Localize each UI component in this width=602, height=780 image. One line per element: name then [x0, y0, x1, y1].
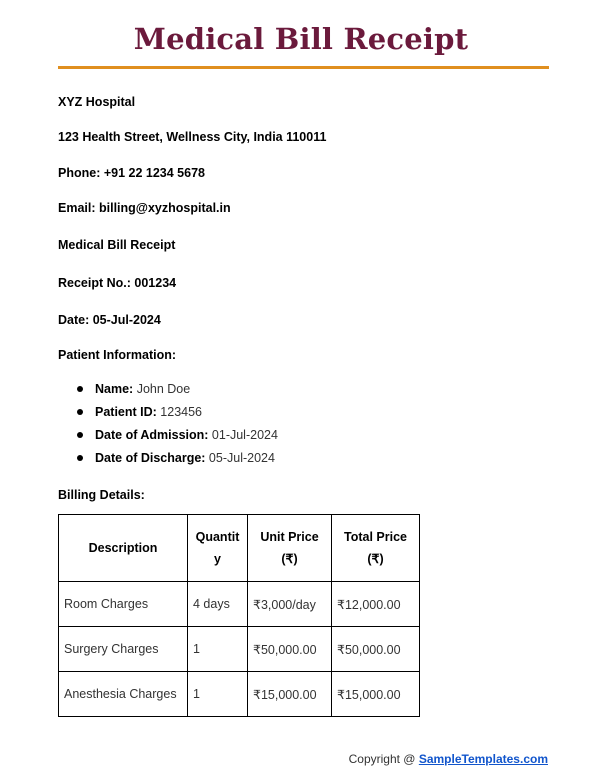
title-divider	[58, 66, 549, 69]
column-header: Description	[59, 515, 188, 582]
field-value: 123456	[156, 405, 202, 419]
list-item	[58, 427, 278, 450]
table-cell: ₹12,000.00	[332, 582, 420, 627]
table-cell: Room Charges	[59, 582, 188, 627]
field-value: 05-Jul-2024	[205, 451, 275, 465]
bullet-icon	[77, 386, 83, 392]
list-item	[58, 404, 278, 427]
field-label: Date of Admission:	[95, 428, 209, 442]
table-cell: 4 days	[188, 582, 248, 627]
hospital-address: 123 Health Street, Wellness City, India 110011	[58, 130, 327, 144]
list-item	[58, 450, 278, 473]
hospital-phone: Phone: +91 22 1234 5678	[58, 166, 205, 180]
column-header: Quantit y	[188, 515, 248, 582]
receipt-date: Date: 05-Jul-2024	[58, 313, 161, 327]
billing-heading: Billing Details:	[58, 488, 145, 502]
table-cell: ₹15,000.00	[332, 672, 420, 717]
copyright-text: Copyright @	[348, 752, 419, 766]
field-value: John Doe	[133, 382, 191, 396]
copyright-footer	[349, 752, 548, 766]
page-title: Medical Bill Receipt	[133, 22, 469, 56]
table-header-row	[59, 515, 420, 582]
table-row	[59, 672, 420, 717]
bullet-icon	[77, 432, 83, 438]
table-cell: ₹15,000.00	[248, 672, 332, 717]
field-label: Name:	[95, 382, 134, 396]
table-cell: Surgery Charges	[59, 627, 188, 672]
column-header: Total Price (₹)	[332, 515, 420, 582]
table-cell: Anesthesia Charges	[59, 672, 188, 717]
table-cell: ₹50,000.00	[248, 627, 332, 672]
field-label: Patient ID:	[95, 405, 157, 419]
bullet-icon	[77, 409, 83, 415]
hospital-name: XYZ Hospital	[58, 95, 136, 109]
table-row	[59, 627, 420, 672]
receipt-heading: Medical Bill Receipt	[58, 238, 176, 252]
table-cell: 1	[188, 672, 248, 717]
bullet-icon	[77, 455, 83, 461]
hospital-email: Email: billing@xyzhospital.in	[58, 201, 231, 215]
list-item	[58, 381, 278, 404]
field-label: Date of Discharge:	[95, 451, 206, 465]
column-header: Unit Price (₹)	[248, 515, 332, 582]
receipt-number: Receipt No.: 001234	[58, 276, 177, 290]
billing-table	[58, 514, 420, 717]
patient-info-heading: Patient Information:	[58, 348, 177, 362]
patient-info-list	[58, 381, 278, 473]
table-row	[59, 582, 420, 627]
table-cell: ₹3,000/day	[248, 582, 332, 627]
sampletemplates-link[interactable]: SampleTemplates.com	[418, 752, 548, 766]
table-cell: ₹50,000.00	[332, 627, 420, 672]
field-value: 01-Jul-2024	[208, 428, 278, 442]
table-cell: 1	[188, 627, 248, 672]
